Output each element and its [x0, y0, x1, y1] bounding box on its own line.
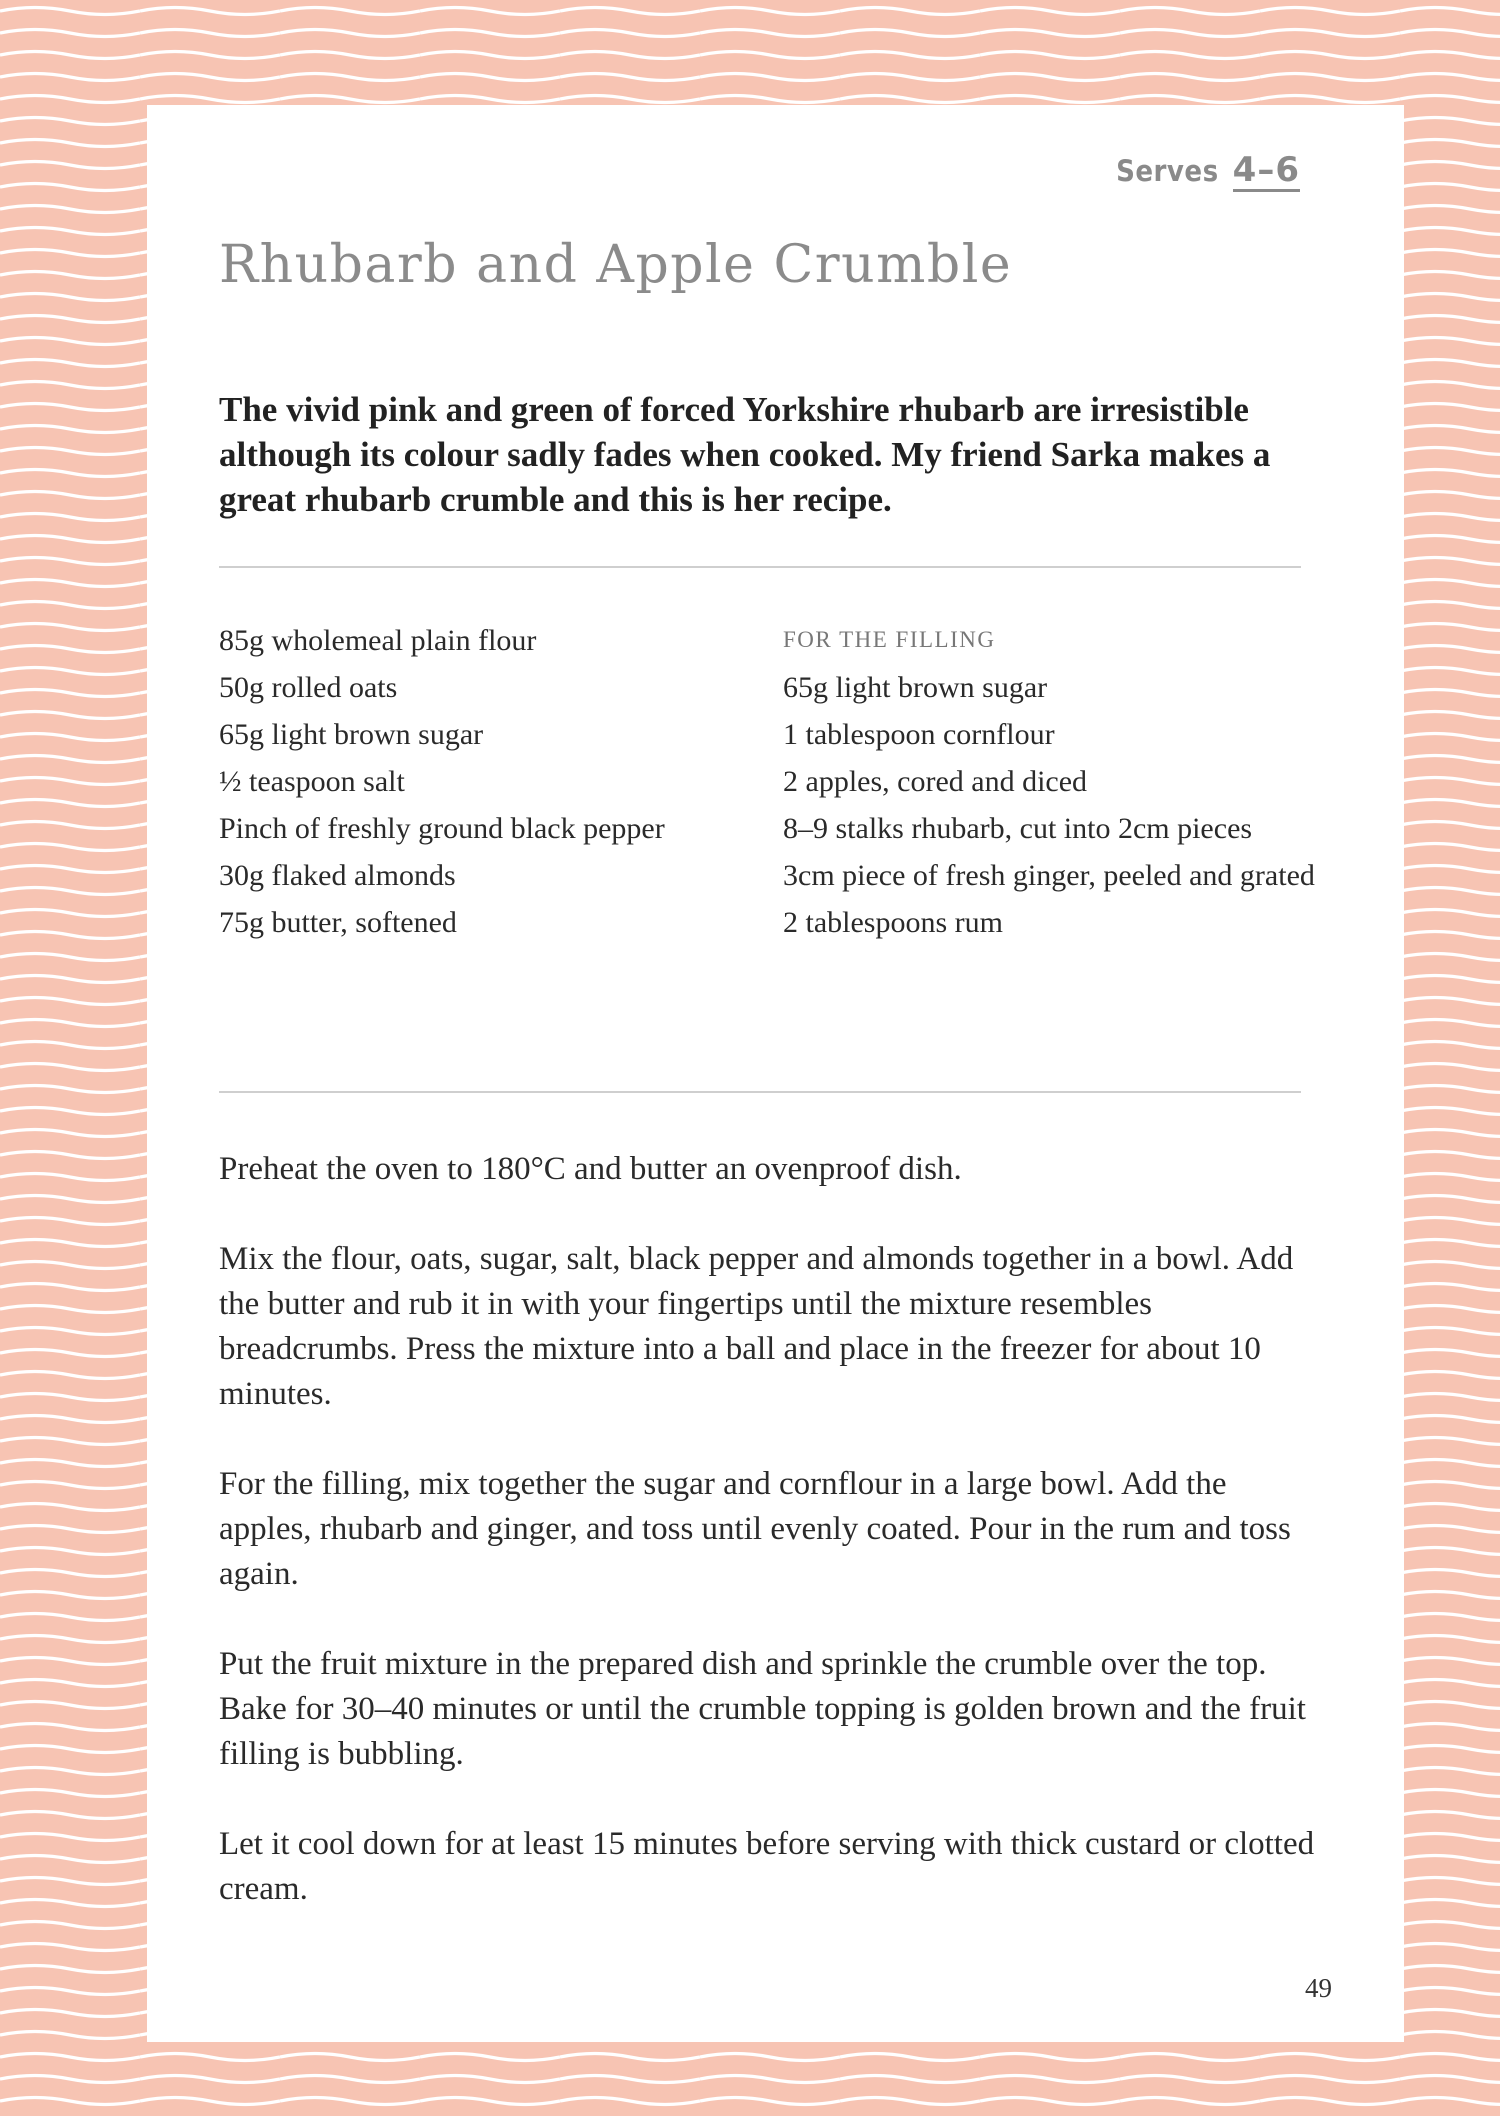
ingredient-item: Pinch of freshly ground black pepper [219, 812, 665, 845]
ingredient-item: 2 apples, cored and diced [783, 765, 1088, 798]
method-step: Put the fruit mixture in the prepared dish and sprinkle the crumble over the top. Bake for 30–40 minutes or until the crumble topping is golden brown and the fruit filling is bubbling. [219, 1646, 1306, 1772]
ingredient-item: 65g light brown sugar [219, 718, 484, 751]
ingredient-item: 75g butter, softened [219, 906, 457, 939]
serves-indicator [1116, 150, 1300, 192]
ingredient-item: 30g flaked almonds [219, 859, 456, 892]
ingredient-item: 50g rolled oats [219, 671, 398, 704]
recipe-intro: The vivid pink and green of forced Yorkshire rhubarb are irresistible although its colour sadly fades when cooked. My friend Sarka makes a great rhubarb crumble and this is her recipe. [219, 390, 1271, 519]
ingredient-item: 8–9 stalks rhubarb, cut into 2cm pieces [783, 812, 1253, 845]
topping-ingredient-list [219, 617, 739, 946]
method-step: For the filling, mix together the sugar and cornflour in a large bowl. Add the apples, rhubarb and ginger, and toss until evenly coated. Pour in the rum and toss again. [219, 1466, 1291, 1592]
ingredient-item: 3cm piece of fresh ginger, peeled and grated [783, 859, 1315, 892]
page-number: 49 [1305, 1973, 1332, 2003]
filling-ingredient-list [783, 625, 1323, 946]
ingredient-item: 85g wholemeal plain flour [219, 624, 537, 657]
ingredient-item: 1 tablespoon cornflour [783, 718, 1055, 751]
divider-bottom [219, 1091, 1301, 1093]
method-step: Preheat the oven to 180°C and butter an ovenproof dish. [219, 1151, 962, 1187]
ingredient-item: 2 tablespoons rum [783, 906, 1003, 939]
divider-top [219, 566, 1301, 568]
recipe-page [147, 105, 1404, 2042]
serves-value: 4–6 [1232, 150, 1300, 190]
ingredient-item: 65g light brown sugar [783, 671, 1048, 704]
ingredient-item: ½ teaspoon salt [219, 765, 405, 798]
filling-heading: FOR THE FILLING [783, 627, 996, 652]
method-section [219, 1147, 1319, 1957]
serves-label: Serves [1116, 154, 1219, 188]
method-step: Mix the flour, oats, sugar, salt, black pepper and almonds together in a bowl. Add the butter and rub it in with your fingertips until the mixture resembles breadcrumbs. Press the mixture into a ball and place in the freezer for about 10 minutes. [219, 1241, 1294, 1412]
method-step: Let it cool down for at least 15 minutes before serving with thick custard or clotted cream. [219, 1826, 1315, 1907]
recipe-title: Rhubarb and Apple Crumble [219, 235, 1013, 295]
